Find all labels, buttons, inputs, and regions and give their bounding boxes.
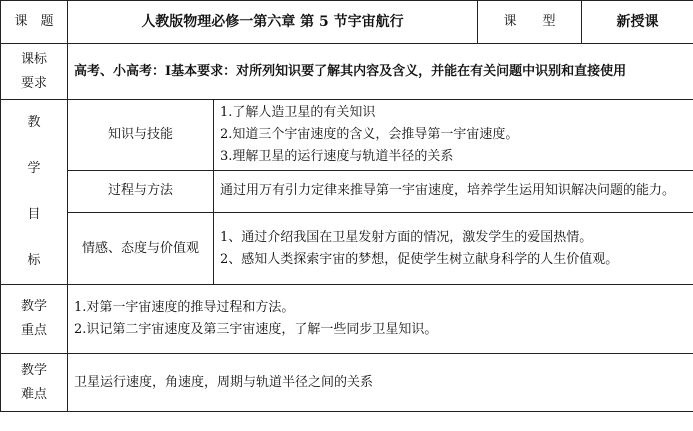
key-point-item: 2.识记第二宇宙速度及第三宇宙速度，了解一些同步卫星知识。: [74, 322, 438, 337]
knowledge-content: [214, 100, 693, 171]
knowledge-item: 3.理解卫星的运行速度与轨道半径的关系: [220, 148, 454, 164]
key-point-item: 1.对第一宇宙速度的推导过程和方法。: [74, 300, 295, 315]
key-points-content: [68, 285, 693, 354]
difficulties-label-line1: 教学: [20, 362, 47, 378]
requirement-label: [1, 44, 68, 100]
process-row: [1, 170, 693, 213]
requirement-row: [1, 44, 693, 100]
objectives-label: [1, 100, 68, 285]
objectives-label-char-1: 教: [27, 115, 41, 130]
difficulties-label: [1, 354, 68, 412]
knowledge-row: [1, 100, 693, 171]
key-points-label-line2: 重点: [20, 323, 47, 338]
difficulties-label-line2: 难点: [20, 386, 47, 402]
requirement-label-line1: 课标: [20, 51, 47, 67]
emotion-item: 1、通过介绍我国在卫星发射方面的情况，激发学生的爱国热情。: [220, 229, 593, 245]
emotion-row: [1, 213, 693, 285]
objectives-label-char-4: 标: [27, 253, 41, 268]
key-points-label: [1, 285, 68, 354]
lesson-title: 人教版物理必修一第六章 第 5 节宇宙航行: [68, 1, 478, 44]
key-points-label-line1: 教学: [20, 299, 47, 314]
ke-xing-label: 课 型: [478, 1, 582, 44]
knowledge-item: 2.知道三个宇宙速度的含义，会推导第一宇宙速度。: [220, 126, 519, 142]
emotion-label: 情感、态度与价值观: [68, 213, 214, 285]
key-points-row: [1, 285, 693, 354]
header-row: [1, 1, 693, 44]
requirement-text: 高考、小高考：Ⅰ基本要求：对所列知识要了解其内容及含义，并能在有关问题中识别和直接使用: [68, 44, 693, 100]
objectives-label-char-2: 学: [27, 161, 41, 176]
requirement-label-line2: 要求: [20, 75, 47, 91]
emotion-content: [214, 213, 693, 285]
process-text: 通过用万有引力定律来推导第一宇宙速度，培养学生运用知识解决问题的能力。: [214, 170, 693, 213]
ke-ti-label: 课 题: [1, 1, 68, 44]
objectives-label-char-3: 目: [27, 207, 41, 222]
ke-xing-value: 新授课: [582, 1, 693, 44]
knowledge-label: 知识与技能: [68, 100, 214, 171]
knowledge-item: 1.了解人造卫星的有关知识: [220, 104, 376, 120]
difficulties-row: [1, 354, 693, 412]
difficulties-text: 卫星运行速度，角速度，周期与轨道半径之间的关系: [68, 354, 693, 412]
emotion-item: 2、感知人类探索宇宙的梦想，促使学生树立献身科学的人生价值观。: [220, 251, 619, 267]
process-label: 过程与方法: [68, 170, 214, 213]
